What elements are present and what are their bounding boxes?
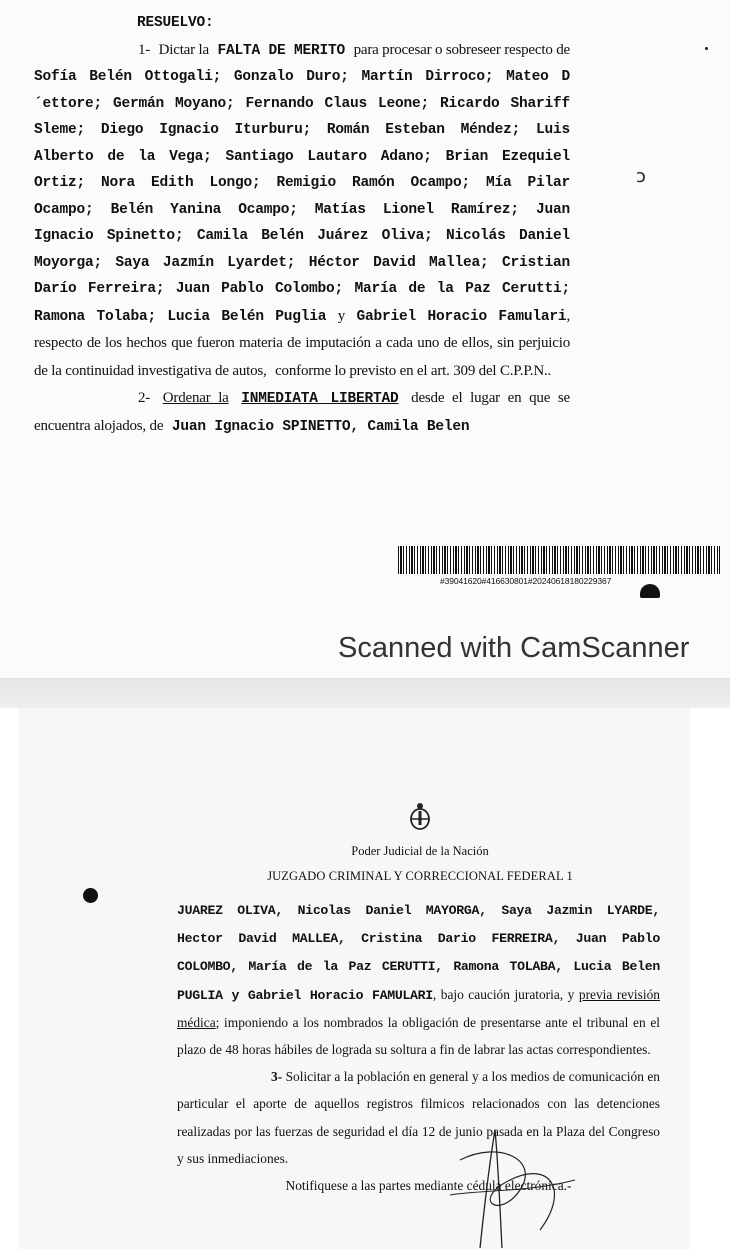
resolution-text-page2 — [177, 896, 660, 1199]
item-2-continuation: JUAREZ OLIVA, Nicolas Daniel MAYORGA, Saya Jazmin LYARDE, Hector David MALLEA, Cristina Dario FERREIRA, Juan Pablo COLOMBO, María de la Paz CERUTTI, Ramona TOLABA, Lucia Belen PUGLIA y Gabriel Horacio FAMULARI, bajo caución juratoria, y previa revisión médica; imponiendo a los nombrados la obligación de presentarse ante el tribunal en el plazo de 48 horas hábiles de lograda su soltura a fin de labrar las actas correspondientes. — [177, 903, 660, 1058]
court-header-juzgado: JUZGADO CRIMINAL Y CORRECCIONAL FEDERAL 1 — [267, 869, 573, 883]
falta-de-merito: FALTA DE MERITO — [217, 42, 346, 59]
handwritten-signature — [440, 1120, 580, 1249]
page-separator — [0, 678, 730, 708]
item-1-paragraph: 1- Dictar la FALTA DE MERITO para procesar o sobreseer respecto de Sofía Belén Ottogali; Gonzalo Duro; Martín Dirroco; Mateo D´ettore; Germán Moyano; Fernando Claus Leone; Ricardo Shariff Sleme; Diego Ignacio Iturburu; Román Esteban Méndez; Luis Alberto de la Vega; Santiago Lautaro Adano; Brian Ezequiel Ortiz; Nora Edith Longo; Remigio Ramón Ocampo; Mía Pilar Ocampo; Belén Yanina Ocampo; Matías Lionel Ramírez; Juan Ignacio Spinetto; Camila Belén Juárez Oliva; Nicolás Daniel Moyorga; Saya Jazmín Lyardet; Héctor David Mallea; Cristian Darío Ferreira; Juan Pablo Colombo; María de la Paz Cerutti; Ramona Tolaba; Lucia Belén Puglia y Gabriel Horacio Famulari, respecto de los hechos que fueron materia de imputación a cada uno de ellos, sin perjuicio de la continuidad investigativa de autos, conforme lo previsto en el art. 309 del C.P.P.N.. — [34, 41, 570, 379]
ink-speck — [705, 47, 708, 50]
released-names: JUAREZ OLIVA, Nicolas Daniel MAYORGA, Saya Jazmin LYARDE, Hector David MALLEA, Cristina Dario FERREIRA, Juan Pablo COLOMBO, María de la Paz CERUTTI, Ramona TOLABA, Lucia Belen PUGLIA y Gabriel Horacio FAMULARI — [177, 903, 660, 1003]
national-coat-of-arms-icon — [409, 801, 431, 831]
document-barcode — [398, 546, 720, 574]
legal-citation: conforme lo previsto en el art. 309 del C.P.P.N.. — [275, 362, 552, 379]
inmediata-libertad: INMEDIATA LIBERTAD — [241, 391, 399, 407]
resolution-text-page1 — [34, 10, 570, 440]
defendant-names: Sofía Belén Ottogali; Gonzalo Duro; Martín Dirroco; Mateo D´ettore; Germán Moyano; Fernando Claus Leone; Ricardo Shariff Sleme; Diego Ignacio Iturburu; Román Esteban Méndez; Luis Alberto de la Vega; Santiago Lautaro Adano; Brian Ezequiel Ortiz; Nora Edith Longo; Remigio Ramón Ocampo; Mía Pilar Ocampo; Belén Yanina Ocampo; Matías Lionel Ramírez; Juan Ignacio Spinetto; Camila Belén Juárez Oliva; Nicolás Daniel Moyorga; Saya Jazmín Lyardet; Héctor David Mallea; Cristian Darío Ferreira; Juan Pablo Colombo; María de la Paz Cerutti; Ramona Tolaba; Lucia Belén Puglia — [34, 69, 570, 325]
previa-revision-medica: previa revisión médica — [177, 986, 660, 1030]
resuelvo-heading: RESUELVO: — [137, 15, 214, 31]
notification-line: Notifiquese a las partes mediante cédula electrónica.- — [285, 1178, 572, 1194]
barcode-number: #39041620#416630801#20240618180229367 — [440, 576, 612, 586]
court-header-poder-judicial: Poder Judicial de la Nación — [351, 844, 489, 858]
item-3-paragraph: 3- Solicitar a la población en general y a los medios de comunicación en particular el aporte de aquellos registros filmicos relacionados con las detenciones realizadas por las fuerzas de seguridad el día 12 de junio pasada en la Plaza del Congreso y sus inmediaciones. — [177, 1069, 660, 1166]
item-2-paragraph: 2- Ordenar la INMEDIATA LIBERTAD desde el lugar en que se encuentra alojados, de Juan Ignacio SPINETTO, Camila Belen — [34, 390, 570, 435]
camscanner-watermark: Scanned with CamScanner — [338, 632, 690, 664]
ink-blot — [83, 888, 98, 903]
ink-mark: ↄ — [636, 166, 646, 187]
ink-blot — [640, 584, 660, 598]
